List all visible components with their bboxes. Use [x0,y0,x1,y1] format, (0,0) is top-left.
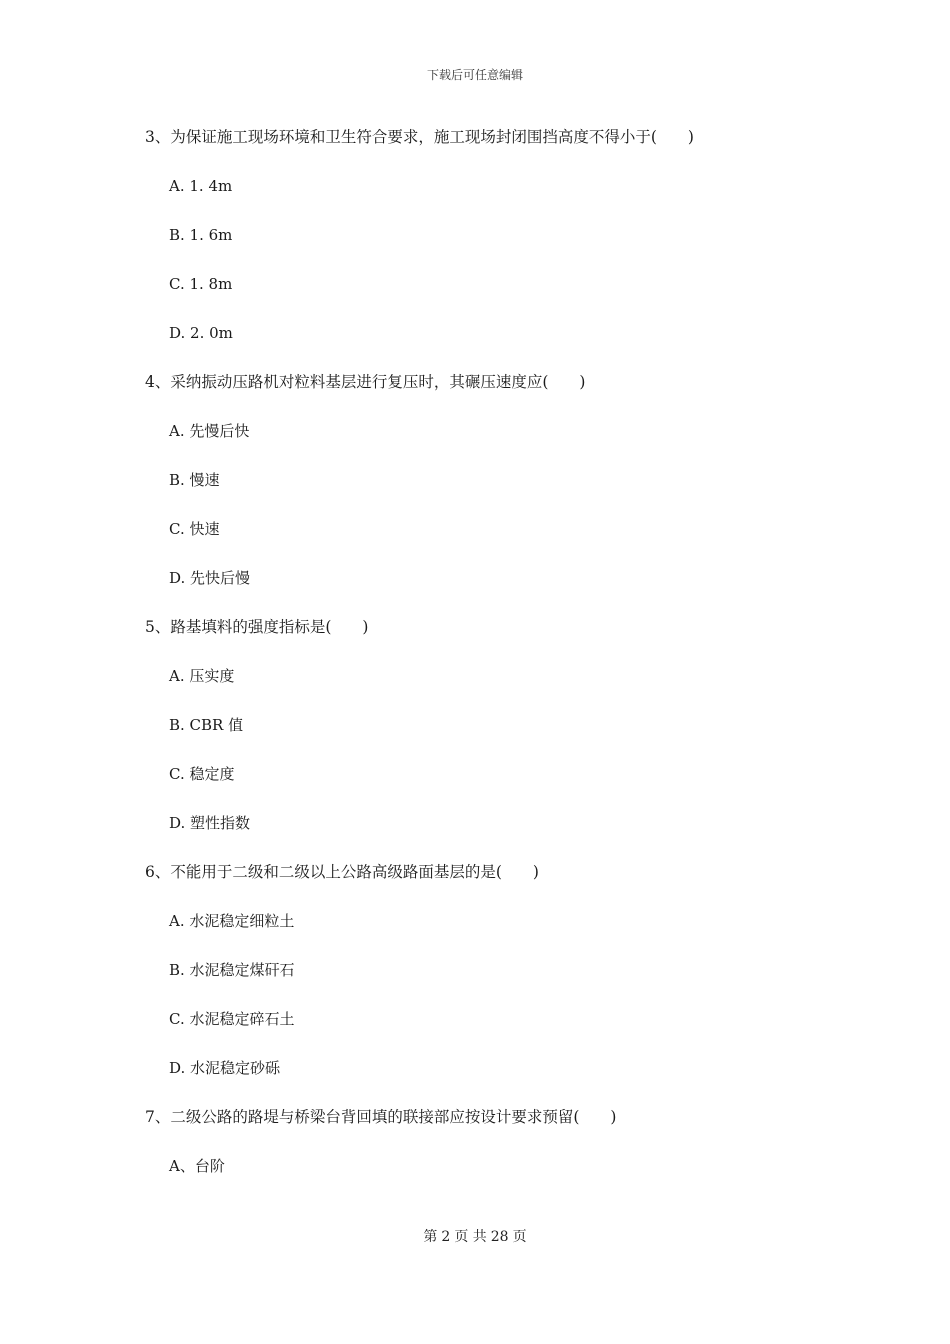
option-a: A、台阶 [169,1157,225,1175]
question-stem: 4、采纳振动压路机对粒料基层进行复压时，其碾压速度应( ) [145,373,586,391]
option-a: A. 压实度 [169,667,235,685]
question-list [0,124,950,1202]
option-c: C. 快速 [169,520,220,538]
option-c: C. 1. 8m [169,275,233,293]
footer-suffix: 页 [512,1229,527,1245]
footer-total-pages: 28 [490,1229,509,1245]
option-b: B. 1. 6m [169,226,233,244]
option-c: C. 稳定度 [169,765,235,783]
question-stem: 6、不能用于二级和二级以上公路高级路面基层的是( ) [145,863,539,881]
question-4 [0,369,950,614]
question-5 [0,614,950,859]
option-c: C. 水泥稳定碎石土 [169,1010,295,1028]
option-d: D. 2. 0m [169,324,233,342]
page-footer [0,1226,950,1246]
question-stem: 3、为保证施工现场环境和卫生符合要求，施工现场封闭围挡高度不得小于( ) [145,128,694,146]
option-b: B. CBR 值 [169,716,244,734]
header-note: 下载后可任意编辑 [426,68,523,82]
footer-prefix: 第 [423,1229,438,1245]
footer-middle: 页 共 [454,1229,487,1245]
footer-page-number: 2 [441,1229,451,1245]
option-a: A. 1. 4m [169,177,233,195]
option-b: B. 慢速 [169,471,220,489]
question-7 [0,1104,950,1202]
option-d: D. 塑性指数 [169,814,251,832]
option-b: B. 水泥稳定煤矸石 [169,961,295,979]
option-d: D. 水泥稳定砂砾 [169,1059,281,1077]
question-stem: 7、二级公路的路堤与桥梁台背回填的联接部应按设计要求预留( ) [145,1108,617,1126]
option-d: D. 先快后慢 [169,569,251,587]
option-a: A. 先慢后快 [169,422,250,440]
option-a: A. 水泥稳定细粒土 [169,912,295,930]
question-stem: 5、路基填料的强度指标是( ) [145,618,369,636]
question-6 [0,859,950,1104]
question-3 [0,124,950,369]
